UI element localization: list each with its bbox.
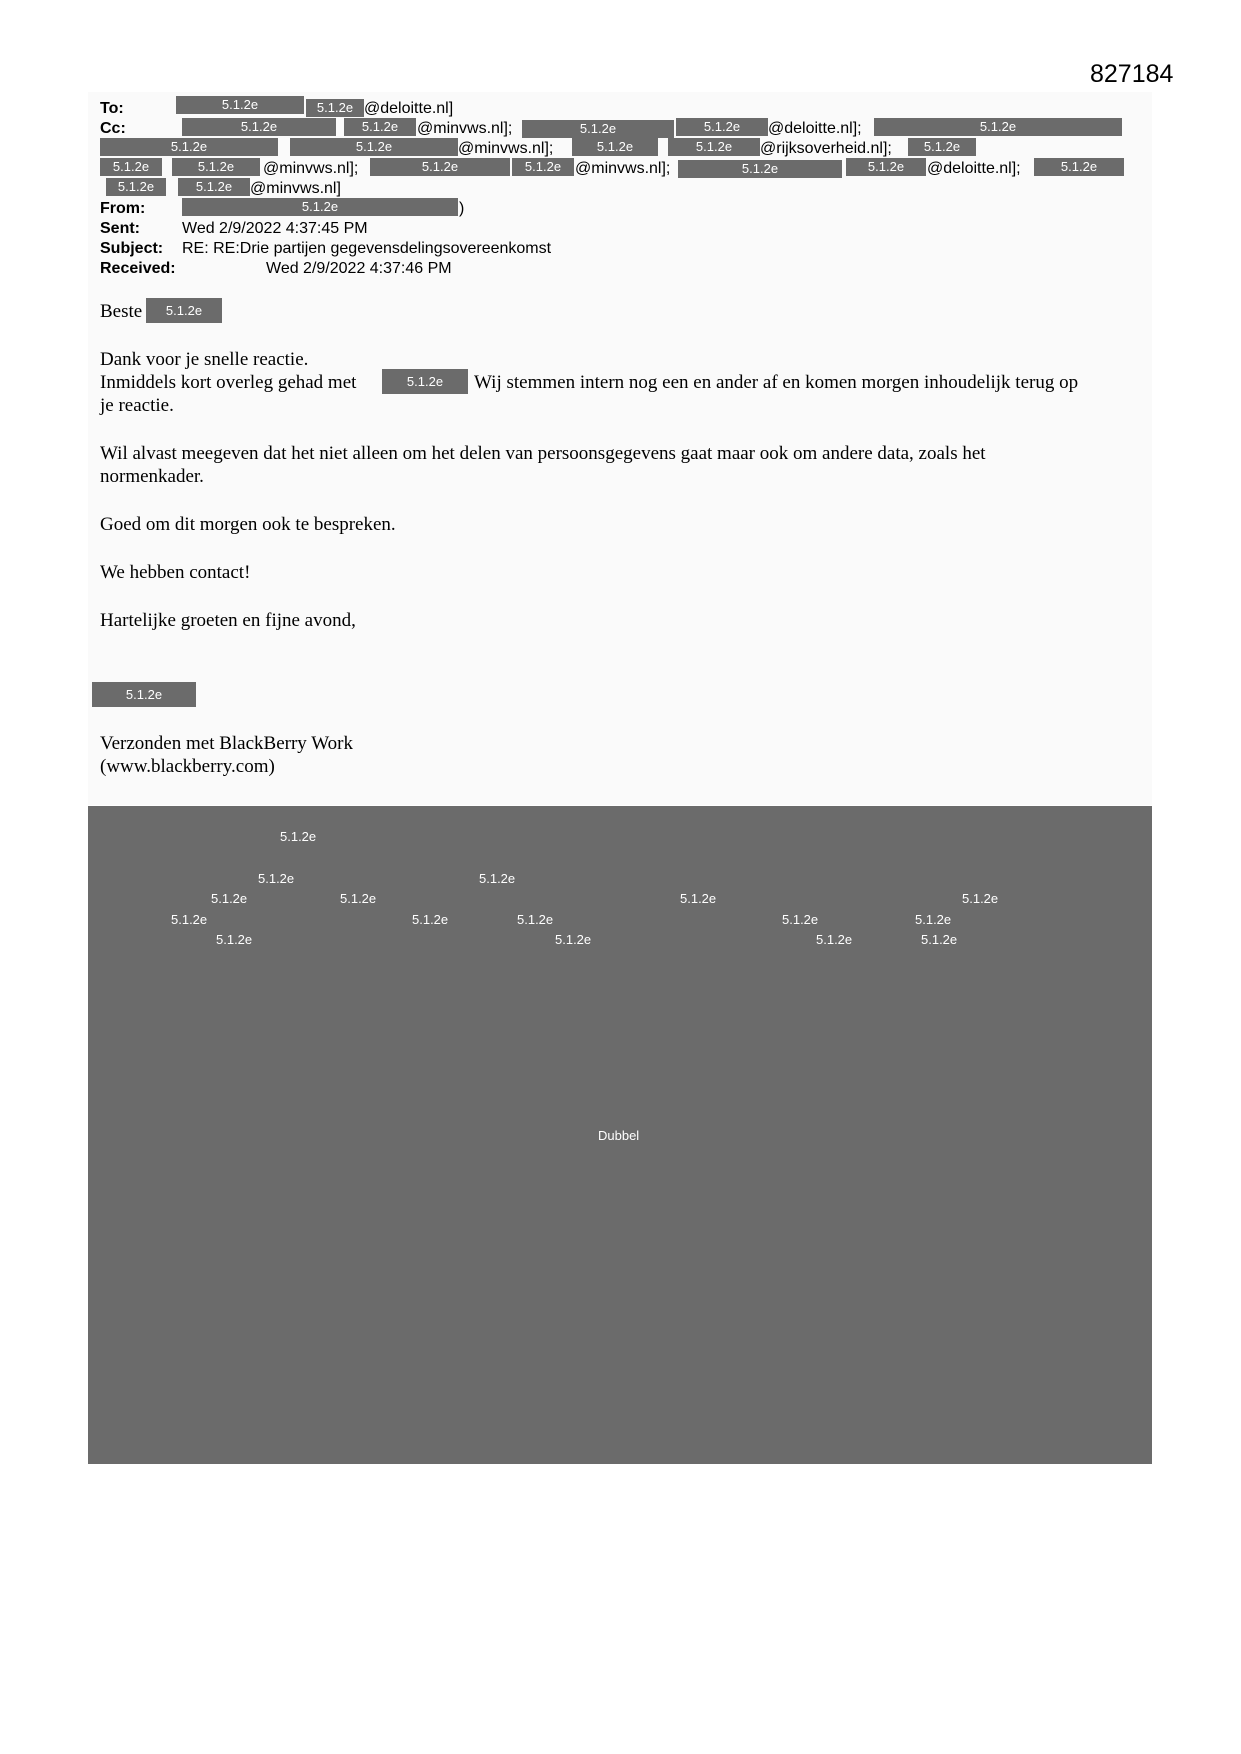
redaction: 5.1.2e — [172, 158, 260, 176]
to-label: To: — [100, 100, 124, 117]
redaction-label: 5.1.2e — [921, 932, 958, 947]
greeting: Beste — [100, 301, 143, 322]
redaction: 5.1.2e — [1034, 158, 1124, 176]
received-value: Wed 2/9/2022 4:37:46 PM — [266, 260, 452, 277]
redaction: 5.1.2e — [668, 138, 760, 156]
redaction: 5.1.2e — [676, 118, 768, 136]
signature-redaction: 5.1.2e — [92, 682, 196, 707]
redaction-label: 5.1.2e — [479, 871, 516, 886]
document-number: 827184 — [1090, 60, 1174, 88]
redaction: 5.1.2e — [522, 120, 674, 138]
subject-value: RE: RE:Drie partijen gegevensdelingsovereenkomst — [182, 240, 552, 257]
received-label: Received: — [100, 260, 176, 277]
redaction-label: 5.1.2e — [782, 912, 819, 927]
redaction-label: 5.1.2e — [962, 891, 999, 906]
redaction: 5.1.2e — [512, 158, 574, 176]
cc-address: @minvws.nl]; — [263, 160, 359, 177]
redaction-label: 5.1.2e — [280, 829, 317, 844]
body-line: je reactie. — [100, 395, 174, 416]
body-line: Dank voor je snelle reactie. — [100, 349, 309, 370]
redaction: 5.1.2e — [146, 298, 222, 323]
body-line: Wij stemmen intern nog een en ander af en komen morgen inhoudelijk terug op — [474, 372, 1079, 393]
cc-address: @deloitte.nl]; — [927, 160, 1021, 177]
from-suffix: ) — [459, 200, 465, 217]
redaction-label: 5.1.2e — [816, 932, 853, 947]
footer-line: (www.blackberry.com) — [100, 756, 275, 777]
redaction: 5.1.2e — [182, 118, 336, 136]
redaction: 5.1.2e — [908, 138, 976, 156]
redaction-label: 5.1.2e — [915, 912, 952, 927]
redaction-label: 5.1.2e — [555, 932, 592, 947]
redaction: 5.1.2e — [100, 158, 162, 176]
redaction: 5.1.2e — [290, 138, 458, 156]
redaction-label: 5.1.2e — [211, 891, 248, 906]
body-line: We hebben contact! — [100, 562, 251, 583]
body-line: Wil alvast meegeven dat het niet alleen om het delen van persoonsgegevens gaat maar ook om andere data, zoals het — [100, 443, 986, 464]
cc-address: @minvws.nl]; — [458, 140, 554, 157]
cc-address: @minvws.nl]; — [575, 160, 671, 177]
redaction-label: 5.1.2e — [680, 891, 717, 906]
redaction: 5.1.2e — [678, 160, 842, 178]
body-line: Inmiddels kort overleg gehad met — [100, 372, 357, 393]
redaction: 5.1.2e — [176, 96, 304, 114]
cc-address: @minvws.nl]; — [417, 120, 513, 137]
subject-label: Subject: — [100, 240, 164, 257]
redaction: 5.1.2e — [182, 198, 458, 216]
sent-label: Sent: — [100, 220, 140, 237]
redaction-label: 5.1.2e — [258, 871, 295, 886]
redaction: 5.1.2e — [874, 118, 1122, 136]
redaction: 5.1.2e — [344, 118, 416, 136]
redaction: 5.1.2e — [846, 158, 926, 176]
dubbel-label: Dubbel — [598, 1128, 640, 1143]
cc-address: @deloitte.nl]; — [768, 120, 862, 137]
redaction: 5.1.2e — [572, 138, 658, 156]
body-line: normenkader. — [100, 466, 204, 487]
from-label: From: — [100, 200, 146, 217]
redaction-label: 5.1.2e — [171, 912, 208, 927]
to-address: @deloitte.nl] — [364, 100, 454, 117]
body-line: Hartelijke groeten en fijne avond, — [100, 610, 356, 631]
redaction-label: 5.1.2e — [340, 891, 377, 906]
redaction-label: 5.1.2e — [517, 912, 554, 927]
redaction: 5.1.2e — [370, 158, 510, 176]
body-line: Goed om dit morgen ook te bespreken. — [100, 514, 396, 535]
redaction: 5.1.2e — [100, 138, 278, 156]
cc-label: Cc: — [100, 120, 126, 137]
footer-line: Verzonden met BlackBerry Work — [100, 733, 353, 754]
cc-address: @rijksoverheid.nl]; — [760, 140, 892, 157]
redaction-label: 5.1.2e — [412, 912, 449, 927]
redaction: 5.1.2e — [382, 369, 468, 394]
redaction: 5.1.2e — [178, 178, 250, 196]
redaction: 5.1.2e — [306, 99, 364, 117]
cc-address: @minvws.nl] — [250, 180, 341, 197]
redaction: 5.1.2e — [106, 178, 166, 196]
sent-value: Wed 2/9/2022 4:37:45 PM — [182, 220, 368, 237]
redaction-label: 5.1.2e — [216, 932, 253, 947]
